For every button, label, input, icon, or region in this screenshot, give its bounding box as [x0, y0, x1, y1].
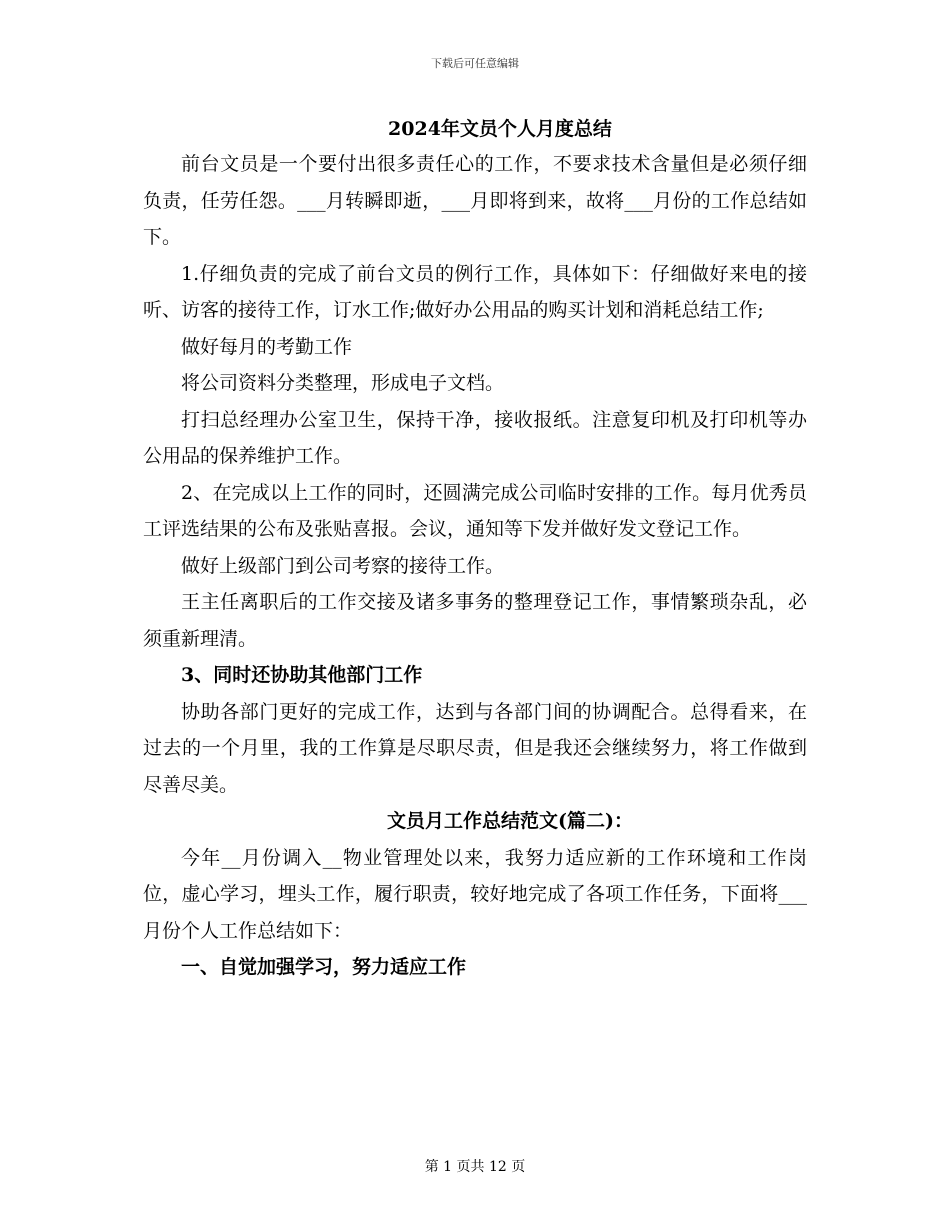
paragraph-item-2: 2、在完成以上工作的同时，还圆满完成公司临时安排的工作。每月优秀员工评选结果的公布及张贴喜报。会议，通知等下发并做好发文登记工作。 [143, 481, 807, 540]
document-body [143, 112, 807, 986]
page-number: 第 1 页共 12 页 [424, 1159, 526, 1175]
heading-item-3: 3、同时还协助其他部门工作 [181, 664, 423, 686]
paragraph-cleaning: 打扫总经理办公室卫生，保持干净，接收报纸。注意复印机及打印机等办公用品的保养维护工作。 [143, 408, 807, 467]
page-header-note: 下载后可任意编辑 [431, 57, 519, 70]
paragraph-item-1: 1.仔细负责的完成了前台文员的例行工作，具体如下：仔细做好来电的接听、访客的接待工作，订水工作;做好办公用品的购买计划和消耗总结工作; [143, 262, 807, 321]
paragraph-cooperation: 协助各部门更好的完成工作，达到与各部门间的协调配合。总得看来，在过去的一个月里，我的工作算是尽职尽责，但是我还会继续努力，将工作做到尽善尽美。 [143, 700, 807, 796]
document-title: 2024年文员个人月度总结 [388, 118, 612, 140]
paragraph-archiving: 将公司资料分类整理，形成电子文档。 [181, 372, 505, 394]
paragraph-reception: 做好上级部门到公司考察的接待工作。 [181, 554, 505, 577]
section-2-title: 文员月工作总结范文(篇二)： [387, 810, 633, 832]
paragraph-handover: 王主任离职后的工作交接及诸多事务的整理登记工作，事情繁琐杂乱，必须重新理清。 [143, 591, 807, 650]
paragraph-attendance: 做好每月的考勤工作 [181, 335, 353, 358]
paragraph-intro: 前台文员是一个要付出很多责任心的工作，不要求技术含量但是必须仔细负责，任劳任怨。___月转瞬即逝，___月即将到来，故将___月份的工作总结如下。 [143, 153, 807, 248]
section-2-intro: 今年__月份调入__物业管理处以来，我努力适应新的工作环境和工作岗位，虚心学习，埋头工作，履行职责，较好地完成了各项工作任务，下面将___月份个人工作总结如下： [143, 846, 807, 942]
section-2-heading-1: 一、自觉加强学习，努力适应工作 [181, 956, 467, 978]
